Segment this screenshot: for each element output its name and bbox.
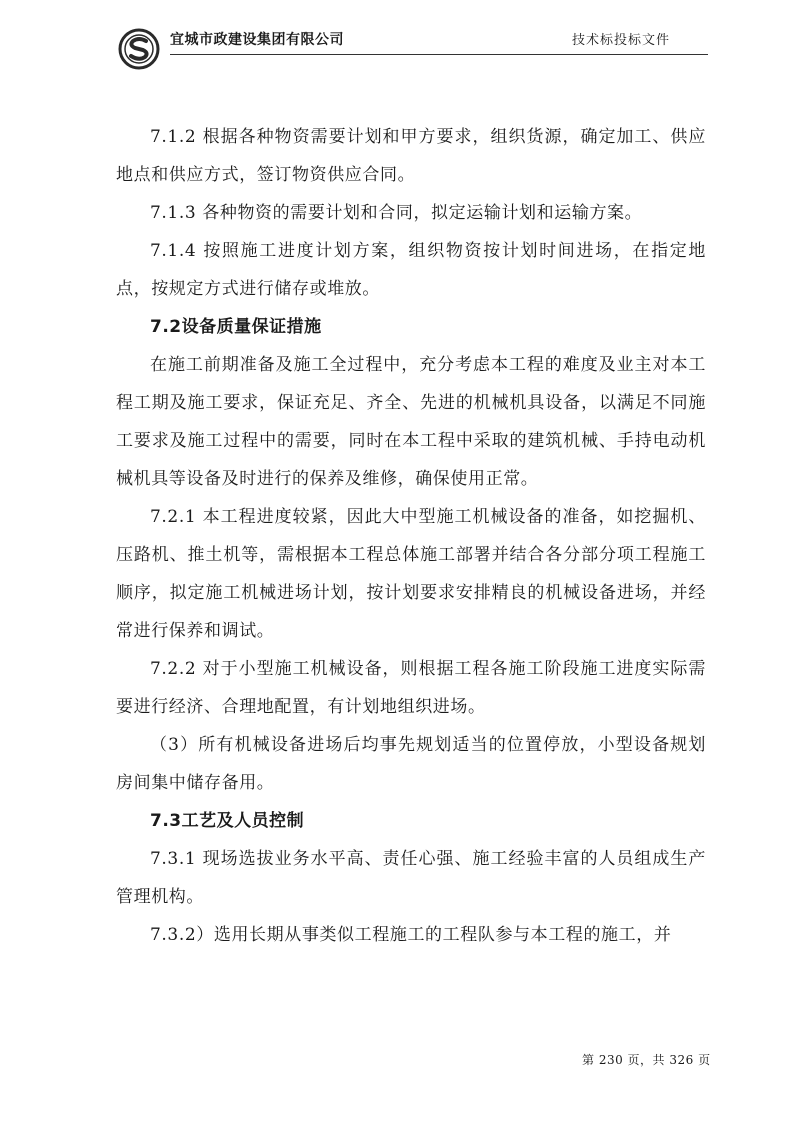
section-heading-7-2: 7.2设备质量保证措施 xyxy=(150,317,322,337)
section-heading-7-3: 7.3工艺及人员控制 xyxy=(150,811,305,831)
paragraph-7-1-4: 7.1.4 按照施工进度计划方案，组织物资按计划时间进场，在指定地点，按规定方式进行储存或堆放。 xyxy=(116,241,706,299)
paragraph-7-2-2: 7.2.2 对于小型施工机械设备，则根据工程各施工阶段施工进度实际需要进行经济、合理地配置，有计划地组织进场。 xyxy=(116,659,706,717)
paragraph-7-2-1: 7.2.1 本工程进度较紧，因此大中型施工机械设备的准备，如挖掘机、压路机、推土机等，需根据本工程总体施工部署并结合各分部分项工程施工顺序，拟定施工机械进场计划，按计划要求安排精良的机械设备进场，并经常进行保养和调试。 xyxy=(116,507,706,641)
page-number: 第 230 页，共 326 页 xyxy=(582,1053,711,1067)
paragraph-7-3-1: 7.3.1 现场选拔业务水平高、责任心强、施工经验丰富的人员组成生产管理机构。 xyxy=(116,849,706,907)
paragraph-7-2-3: （3）所有机械设备进场后均事先规划适当的位置停放，小型设备规划房间集中储存备用。 xyxy=(116,735,706,793)
paragraph-7-1-3: 7.1.3 各种物资的需要计划和合同，拟定运输计划和运输方案。 xyxy=(150,203,643,223)
company-logo-icon xyxy=(118,28,160,70)
header-divider xyxy=(170,54,708,55)
page-header xyxy=(118,24,708,86)
paragraph-7-2-intro: 在施工前期准备及施工全过程中，充分考虑本工程的难度及业主对本工程工期及施工要求，保证充足、齐全、先进的机械机具设备，以满足不同施工要求及施工过程中的需要，同时在本工程中采取的建筑机械、手持电动机械机具等设备及时进行的保养及维修，确保使用正常。 xyxy=(116,355,706,489)
page-body xyxy=(116,118,706,954)
paragraph-7-3-2: 7.3.2）选用长期从事类似工程施工的工程队参与本工程的施工，并 xyxy=(150,925,672,945)
paragraph-7-1-2: 7.1.2 根据各种物资需要计划和甲方要求，组织货源，确定加工、供应地点和供应方式，签订物资供应合同。 xyxy=(116,127,706,185)
company-name: 宜城市政建设集团有限公司 xyxy=(170,32,344,48)
document-type: 技术标投标文件 xyxy=(571,33,670,48)
